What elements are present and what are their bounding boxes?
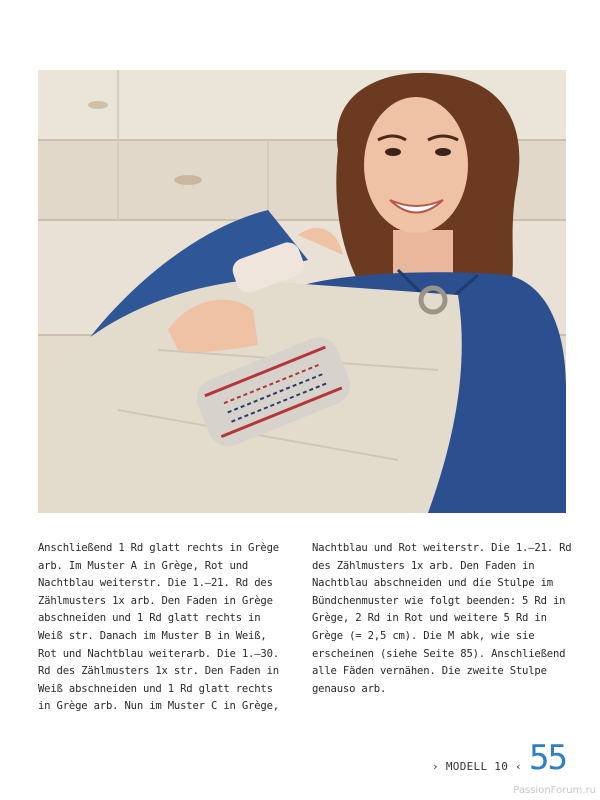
model-photo: [38, 70, 566, 513]
instructions-right-column: Nachtblau und Rot weiterstr. Die 1.–21. Rd des Zählmusters 1x arb. Den Faden in Nachtblau abschneiden und die Stulpe im Bündchenmuster wie folgt beenden: 5 Rd in Grège, 2 Rd in Rot und weitere 5 Rd in Grège (= 2,5 cm). Die M abk, wie sie erscheinen (siehe Seite 85). Anschließend alle Fäden vernähen. Die zweite Stulpe genauso arb.: [312, 542, 572, 695]
watermark: PassionForum.ru: [513, 785, 596, 796]
model-label: › MODELL 10 ‹: [432, 760, 522, 773]
page-number: 55: [529, 738, 566, 778]
instructions-left-column: Anschließend 1 Rd glatt rechts in Grège arb. Im Muster A in Grège, Rot und Nachtblau weiterstr. Die 1.–21. Rd des Zählmusters 1x arb. Den Faden in Grège abschneiden und 1 Rd glatt rechts in Weiß str. Danach im Muster B in Weiß, Rot und Nachtblau weiterarb. Die 1.–30. Rd des Zählmusters 1x str. Den Faden in Weiß abschneiden und 1 Rd glatt rechts in Grège arb. Nun im Muster C in Grège,: [38, 542, 279, 713]
